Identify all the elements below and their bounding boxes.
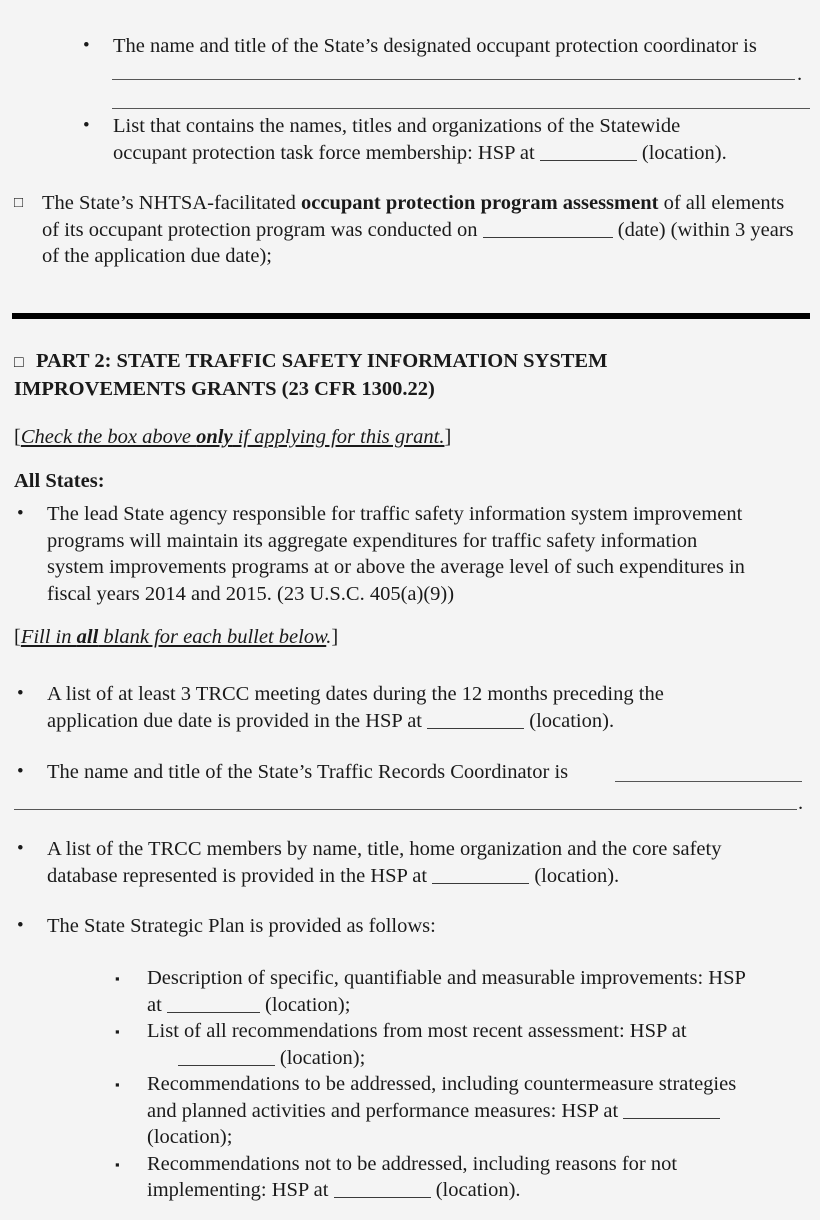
op-task-force-line1: List that contains the names, titles and organizations of the Statewide <box>113 115 681 137</box>
check-note-open-bracket: [ <box>14 426 21 448</box>
op-assessment-pre: The State’s NHTSA-facilitated <box>42 192 302 214</box>
page-title <box>14 348 804 403</box>
fill-note-period: . <box>326 626 332 648</box>
op-task-force-line2-pre: occupant protection task force membership: HSP at <box>113 141 540 164</box>
check-box-note <box>14 424 794 451</box>
all-states-label: All States: <box>14 470 105 492</box>
op-assessment-post: of all elements of its occupant protection program was conducted on <box>42 192 785 241</box>
bullet-disc-icon: • <box>17 503 24 524</box>
sp-addressed-line1: Recommendations to be addressed, including countermeasure strategies <box>147 1073 737 1095</box>
bullet-disc-icon: • <box>17 838 24 859</box>
sp-not-addressed-line2-post: (location). <box>430 1179 521 1201</box>
checkbox-icon[interactable]: □ <box>14 195 24 211</box>
sp-description-line2-pre: at <box>147 993 167 1016</box>
fill-note-bold: all <box>76 626 99 648</box>
op-coordinator-text: The name and title of the State’s designated occupant protection coordinator is <box>113 35 757 57</box>
op-assessment-text <box>42 190 798 270</box>
moe-line4: fiscal years 2014 and 2015. (23 U.S.C. 405(a)(9)) <box>47 582 455 605</box>
list-item <box>17 501 798 607</box>
bullet-disc-icon: • <box>83 35 90 56</box>
trc-coordinator-text: The name and title of the State’s Traffic Records Coordinator is <box>47 761 569 783</box>
list-item <box>83 33 798 60</box>
trcc-dates-line1: A list of at least 3 TRCC meeting dates during the 12 months preceding the <box>47 683 664 705</box>
bullet-square-icon: ▪ <box>115 1077 120 1092</box>
list-item <box>83 113 798 166</box>
fill-blank-note <box>14 624 794 651</box>
check-note-close-bracket: ] <box>444 426 452 448</box>
checkbox-list-item[interactable] <box>14 190 798 270</box>
part2-checkbox-icon[interactable]: □ <box>14 354 24 371</box>
moe-line1: The lead State agency responsible for traffic safety information system improvement <box>47 503 743 525</box>
list-item <box>115 1071 805 1151</box>
strategic-plan-sublist <box>115 965 805 1204</box>
bullet-square-icon: ▪ <box>115 1156 120 1172</box>
bullet-disc-icon: • <box>17 761 24 782</box>
bullet-disc-icon: • <box>17 683 24 704</box>
list-item <box>17 913 798 940</box>
sp-not-addressed-line1: Recommendations not to be addressed, including reasons for not <box>147 1152 678 1175</box>
strategic-plan-text: The State Strategic Plan is provided as follows: <box>47 915 436 937</box>
fill-note-part1: Fill in <box>20 626 77 648</box>
list-item <box>115 1151 805 1204</box>
fill-note-close-bracket: ] <box>331 626 339 648</box>
check-note-part1: Check the box above <box>20 426 197 448</box>
sp-recommendations-line2-post: (location); <box>274 1046 366 1069</box>
list-item <box>115 1018 805 1071</box>
check-note-part2: if applying for this grant. <box>232 426 445 448</box>
op-task-force-line2-post: (location). <box>636 141 727 164</box>
trc-coordinator-blank-line-2[interactable] <box>14 809 797 810</box>
part2-heading-line1: PART 2: STATE TRAFFIC SAFETY INFORMATION SYSTEM <box>36 350 608 372</box>
bullet-square-icon: ▪ <box>115 971 120 986</box>
moe-line3: system improvements programs at or above the average level of such expenditures in <box>47 556 745 578</box>
moe-line2: programs will maintain its aggregate expenditures for traffic safety information <box>47 529 698 552</box>
op-coordinator-blank-line-2[interactable] <box>112 108 810 109</box>
list-item <box>17 681 798 734</box>
trcc-members-line2-pre: database represented is provided in the HSP at <box>47 864 433 887</box>
op-assessment-bold: occupant protection program assessment <box>301 192 659 214</box>
sp-recommendations-line1: List of all recommendations from most recent assessment: HSP at <box>147 1020 687 1042</box>
check-note-bold: only <box>196 426 233 448</box>
trcc-dates-blank[interactable] <box>427 712 524 729</box>
sp-addressed-blank[interactable] <box>623 1102 720 1119</box>
sp-addressed-line3: (location); <box>147 1126 233 1148</box>
part2-heading-line2: IMPROVEMENTS GRANTS (23 CFR 1300.22) <box>14 378 435 400</box>
trcc-dates-line2-post: (location). <box>524 709 615 732</box>
bullet-square-icon: ▪ <box>115 1024 120 1039</box>
trcc-members-line1: A list of the TRCC members by name, title, home organization and the core safety <box>47 838 722 860</box>
fill-note-open-bracket: [ <box>14 626 21 648</box>
sp-not-addressed-line2-pre: implementing: HSP at <box>147 1179 334 1201</box>
op-coordinator-blank-line-1[interactable] <box>112 79 795 80</box>
list-item <box>17 836 798 889</box>
trcc-dates-line2-pre: application due date is provided in the HSP at <box>47 709 428 732</box>
trc-coordinator-period: . <box>798 792 804 814</box>
sp-addressed-line2-pre: and planned activities and performance measures: HSP at <box>147 1099 624 1122</box>
sp-not-addressed-blank[interactable] <box>334 1181 431 1198</box>
bullet-disc-icon: • <box>17 915 24 936</box>
op-assessment-date-blank[interactable] <box>483 221 613 238</box>
part2-heading-block <box>14 348 804 403</box>
sp-description-line2-post: (location); <box>259 993 351 1016</box>
trcc-members-blank[interactable] <box>432 867 529 884</box>
fill-note-part2: blank for each bullet below <box>98 626 327 648</box>
bullet-disc-icon: • <box>83 115 90 136</box>
op-task-force-blank[interactable] <box>540 144 637 161</box>
op-assessment-after: (date) (within 3 years of the application due date); <box>42 218 794 267</box>
section-divider <box>12 313 810 319</box>
op-coordinator-period: . <box>797 63 803 85</box>
sp-description-line1: Description of specific, quantifiable and measurable improvements: HSP <box>147 967 746 989</box>
list-item <box>115 965 805 1018</box>
sp-description-blank[interactable] <box>167 996 260 1013</box>
trc-coordinator-blank-line-1[interactable] <box>615 781 802 782</box>
trcc-members-line2-post: (location). <box>529 864 620 887</box>
sp-recommendations-blank[interactable] <box>178 1049 275 1066</box>
